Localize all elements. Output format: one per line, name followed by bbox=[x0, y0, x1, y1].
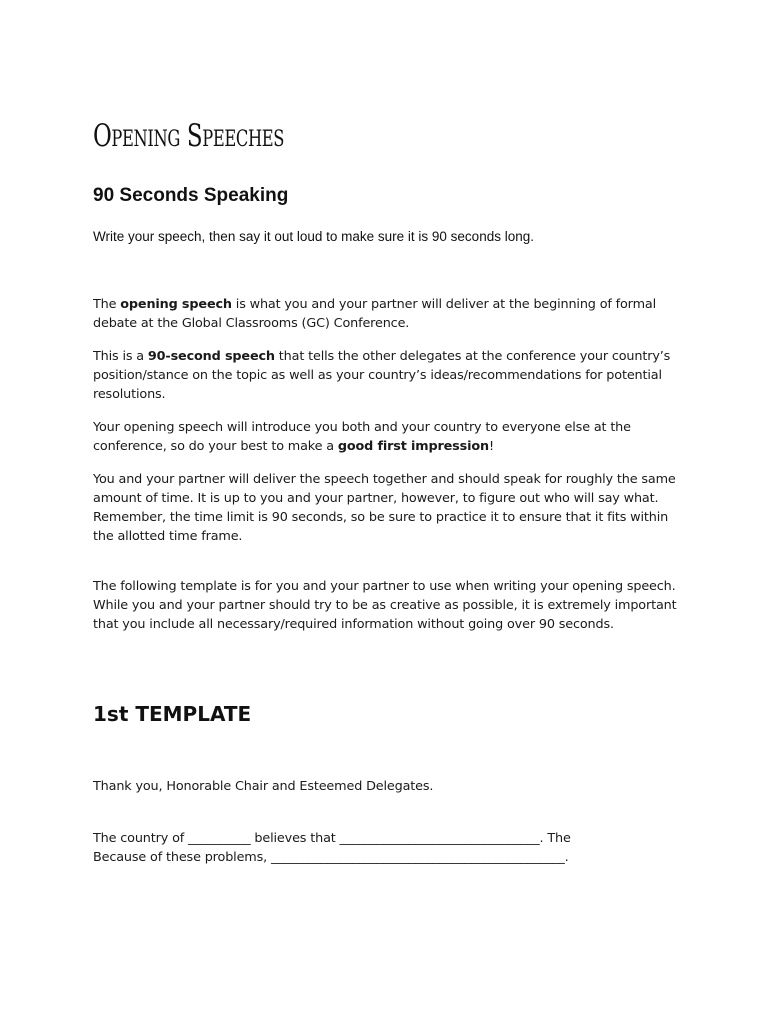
paragraph-delivery: You and your partner will deliver the speech together and should speak for roughly the same amount of time. It is up to you and your partner, however, to figure out who will say what. Remember, the time limit is 90 seconds, so be sure to practice it to ensure that it fits within the allotted time frame. bbox=[93, 472, 676, 544]
page-title: Opening Speeches bbox=[93, 118, 285, 154]
instruction-text: Write your speech, then say it out loud to make sure it is 90 seconds long. bbox=[93, 229, 534, 244]
bold-term: opening speech bbox=[120, 297, 232, 312]
template-greeting: Thank you, Honorable Chair and Esteemed Delegates. bbox=[93, 779, 434, 794]
paragraph-introduction bbox=[93, 418, 683, 456]
paragraph-opening-speech bbox=[93, 295, 683, 333]
bold-term: good first impression bbox=[337, 439, 489, 454]
template-fill-lines bbox=[93, 829, 683, 867]
text-run: Your opening speech will introduce you both and your country to everyone else at the conference, so do your best to make a bbox=[93, 420, 631, 454]
text-run: This is a bbox=[93, 349, 148, 364]
paragraph-template-intro: The following template is for you and your partner to use when writing your opening speech. While you and your partner should try to be as creative as possible, it is extremely important that you include all necessary/required information without going over 90 seconds. bbox=[93, 579, 677, 632]
paragraph-ninety-second-speech bbox=[93, 347, 683, 404]
text-run: is what you and your partner will deliver at the beginning of formal debate at the Global Classrooms (GC) Conference. bbox=[93, 297, 656, 331]
fill-in-line-2: Because of these problems, _______________________________________________. bbox=[93, 850, 569, 865]
text-run: ! bbox=[488, 439, 494, 454]
template-heading: 1st TEMPLATE bbox=[93, 702, 252, 726]
subheading: 90 Seconds Speaking bbox=[93, 185, 289, 206]
fill-in-line-1: The country of __________ believes that ________________________________. The bbox=[93, 831, 571, 846]
bold-term: 90-second speech bbox=[147, 349, 275, 364]
text-run: that tells the other delegates at the conference your country’s position/stance on the topic as well as your country’s ideas/recommendations for potential resolutions. bbox=[93, 349, 671, 402]
text-run: The bbox=[93, 297, 121, 312]
